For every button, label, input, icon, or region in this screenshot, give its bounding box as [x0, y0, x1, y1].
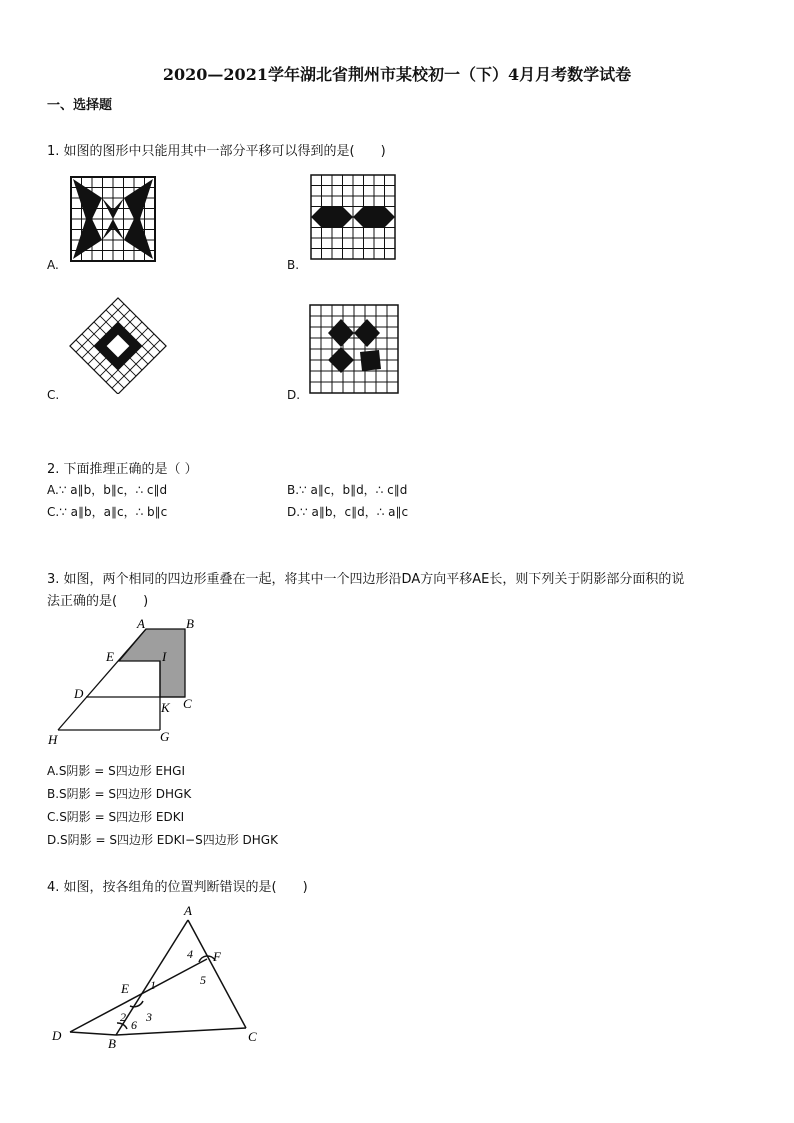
q1-option-d-label: D. [287, 388, 301, 402]
q1-option-b-label: B. [287, 258, 300, 272]
q2-stem: 2. 下面推理正确的是（ ） [47, 462, 198, 477]
q4-point-f: F [213, 949, 221, 964]
q1-figure-a [64, 170, 164, 265]
q3-option-d: D.S阴影 = S四边形 EDKI−S四边形 DHGK [47, 833, 278, 847]
q3-point-g: G [160, 729, 170, 744]
q3-point-i: I [162, 649, 167, 664]
q4-angle-1: 1 [150, 978, 156, 992]
q3-option-a: A.S阴影 = S四边形 EHGI [47, 764, 185, 778]
q4-angle-5: 5 [200, 973, 206, 987]
page-title: 2020—2021学年湖北省荆州市某校初一（下）4月月考数学试卷 [162, 65, 632, 84]
q4-point-e: E [121, 981, 129, 996]
q3-point-a: A [137, 616, 145, 631]
q3-point-b: B [186, 616, 194, 631]
q3-point-h: H [48, 732, 58, 747]
q3-stem-line2: 法正确的是( ) [47, 594, 149, 609]
q1-figure-b [308, 172, 398, 262]
q3-point-c: C [183, 696, 192, 711]
q1-figure-d [308, 303, 402, 395]
q1-option-a-label: A. [47, 258, 59, 272]
q4-angle-4: 4 [187, 947, 193, 961]
q3-point-e: E [106, 649, 114, 664]
q1-option-c-label: C. [47, 388, 60, 402]
q2-option-c: C.∵ a∥b，a∥c，∴ b∥c [47, 505, 168, 519]
q3-option-b: B.S阴影 = S四边形 DHGK [47, 787, 192, 801]
q3-stem-line1: 3. 如图，两个相同的四边形重叠在一起，将其中一个四边形沿DA方向平移AE长，则下列关于阴影部分面积的说 [47, 572, 685, 587]
q4-point-b: B [108, 1036, 116, 1051]
q1-stem: 1. 如图的图形中只能用其中一部分平移可以得到的是( ) [47, 144, 386, 159]
q1-figure-c [66, 296, 170, 394]
q3-point-d: D [74, 686, 84, 701]
q3-option-c: C.S阴影 = S四边形 EDKI [47, 810, 185, 824]
q4-point-a: A [184, 903, 192, 918]
q4-figure [40, 898, 280, 1058]
q2-option-a: A.∵ a∥b，b∥c，∴ c∥d [47, 483, 168, 497]
q2-option-b: B.∵ a∥c，b∥d，∴ c∥d [287, 483, 408, 497]
q4-angle-3: 3 [146, 1010, 152, 1024]
q4-angle-2: 2 [120, 1010, 126, 1024]
q3-figure [40, 612, 210, 750]
q3-point-k: K [161, 700, 170, 715]
q2-option-d: D.∵ a∥b，c∥d，∴ a∥c [287, 505, 409, 519]
q4-stem: 4. 如图，按各组角的位置判断错误的是( ) [47, 880, 308, 895]
q4-point-d: D [52, 1028, 62, 1043]
section-heading: 一、选择题 [47, 98, 113, 113]
q4-angle-6: 6 [131, 1018, 137, 1032]
q4-point-c: C [248, 1029, 257, 1044]
